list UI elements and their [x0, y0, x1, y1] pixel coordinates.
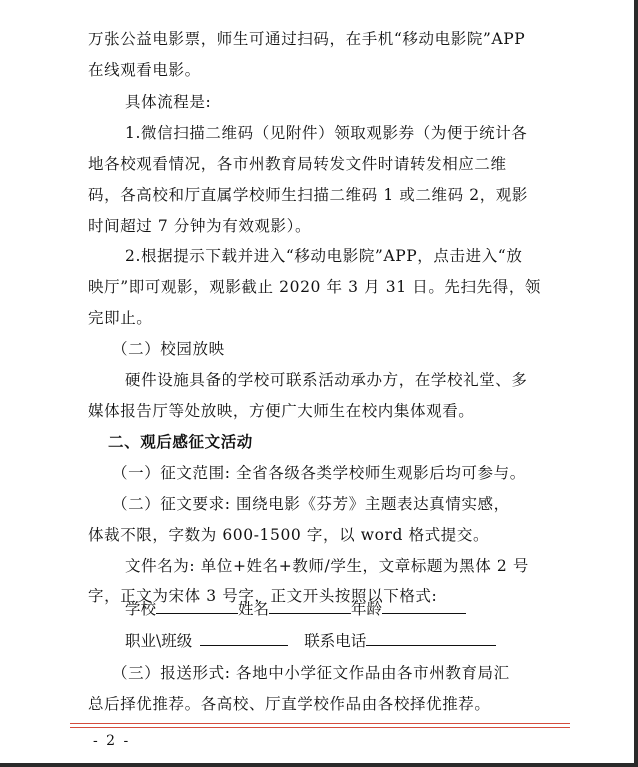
paragraph-line: 总后择优推荐。各高校、厅直学校作品由各校择优推荐。: [88, 695, 491, 713]
paragraph-line: 硬件设施具备的学校可联系活动承办方，在学校礼堂、多: [125, 371, 528, 389]
footer-rule-top: [70, 723, 570, 724]
footer-rule-bottom: [70, 727, 570, 728]
paragraph-line: 媒体报告厅等处放映，方便广大师生在校内集体观看。: [88, 402, 475, 420]
paragraph-line: 1.微信扫描二维码（见附件）领取观影券（为便于统计各: [125, 124, 528, 142]
paragraph-line: 体裁不限，字数为 600-1500 字，以 word 格式提交。: [88, 526, 490, 544]
paragraph-line: （一）征文范围: 全省各级各类学校师生观影后均可参与。: [112, 464, 526, 482]
name-label: 姓名: [238, 600, 270, 618]
paragraph-line: 文件名为: 单位+姓名+教师/学生，文章标题为黑体 2 号: [125, 557, 529, 575]
paragraph-line: （三）报送形式: 各地中小学征文作品由各市州教育局汇: [112, 664, 510, 682]
paragraph-line: 万张公益电影票，师生可通过扫码，在手机“移动电影院”APP: [88, 30, 526, 48]
form-template-row-1: [125, 598, 595, 620]
page-number: - 2 -: [93, 733, 131, 749]
paragraph-line: （二）征文要求: 围绕电影《芬芳》主题表达真情实感，: [112, 495, 510, 513]
section-subheading: （二）校园放映: [112, 340, 225, 358]
paragraph-line: 在线观看电影。: [88, 61, 201, 79]
position-blank: [200, 630, 288, 646]
age-label: 年龄: [351, 600, 383, 618]
paragraph-line: 完即止。: [88, 309, 153, 327]
school-label: 学校: [125, 600, 157, 618]
position-label: 职业\班级: [125, 632, 193, 650]
paragraph-line: 字，正文为宋体 3 号字，正文开头按照以下格式:: [88, 587, 438, 605]
school-blank: [156, 598, 238, 614]
page-edge-right: [634, 0, 638, 767]
paragraph-line: 地各校观看情况，各市州教育局转发文件时请转发相应二维: [88, 155, 507, 173]
phone-label: 联系电话: [304, 632, 367, 650]
paragraph-line: 2.根据提示下载并进入“移动电影院”APP，点击进入“放: [125, 247, 523, 265]
paragraph-line: 映厅”即可观影，观影截止 2020 年 3 月 31 日。先扫先得，领: [88, 278, 542, 296]
paragraph-line: 具体流程是:: [125, 93, 212, 111]
name-blank: [269, 598, 351, 614]
page-edge-bottom: [0, 763, 638, 767]
form-template-row-2: [125, 630, 595, 652]
paragraph-line: 时间超过 7 分钟为有效观影）。: [88, 217, 312, 235]
phone-blank: [366, 630, 496, 646]
paragraph-line: 码，各高校和厅直属学校师生扫描二维码 1 或二维码 2，观影: [88, 186, 529, 204]
age-blank: [382, 598, 466, 614]
section-heading: 二、观后感征文活动: [108, 433, 253, 451]
